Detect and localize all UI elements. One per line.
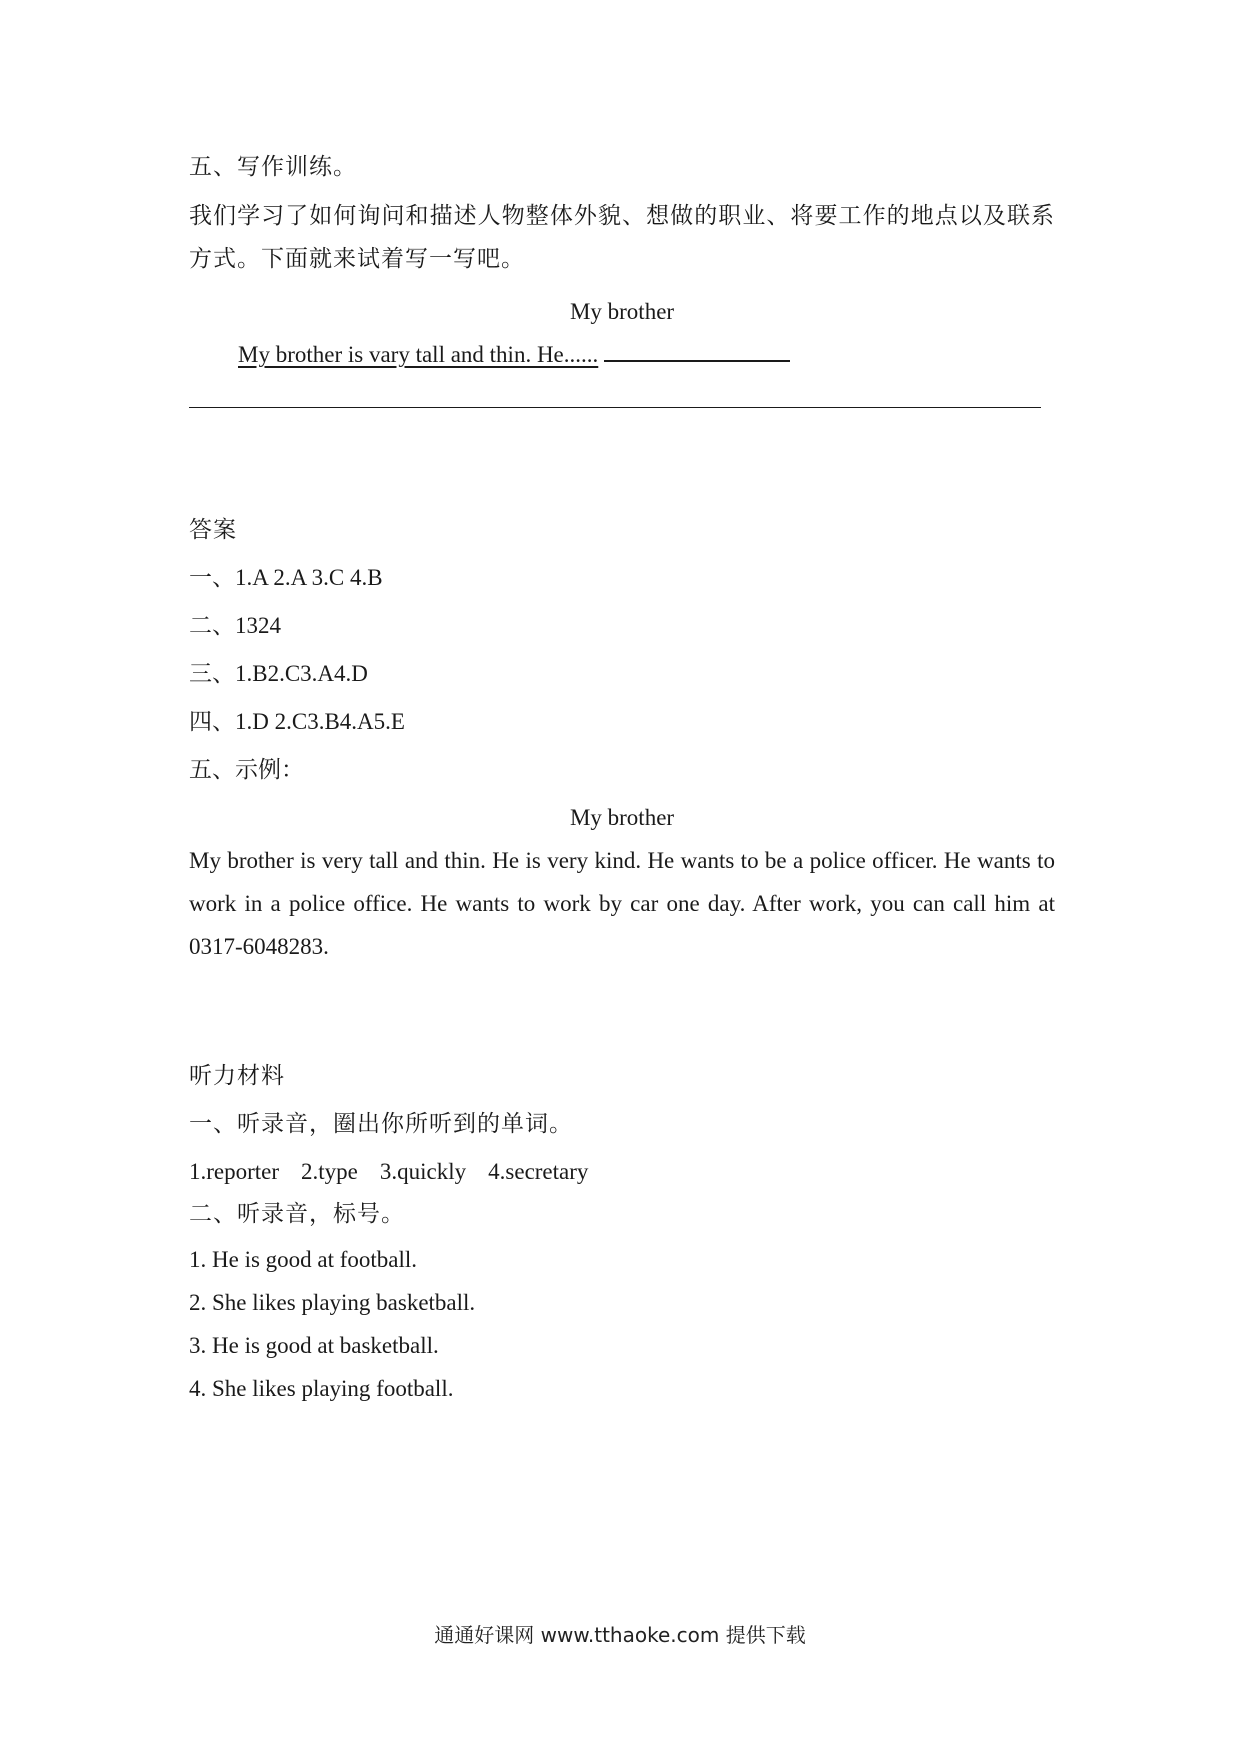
answer-item: 五、示例：	[189, 757, 304, 782]
answer-item: 一、1.A 2.A 3.C 4.B	[189, 565, 383, 590]
answer-item: 二、1324	[189, 613, 281, 638]
listening-sentence: 4. She likes playing football.	[189, 1376, 454, 1401]
answer-item: 四、1.D 2.C3.B4.A5.E	[189, 709, 405, 734]
listening-word: 3.quickly	[379, 1159, 467, 1184]
writing-blank-full	[189, 407, 1041, 408]
listening-word: 1.reporter	[189, 1159, 280, 1184]
writing-instruction: 我们学习了如何询问和描述人物整体外貌、想做的职业、将要工作的地点以及联系方式。下面就来试着写一写吧。	[189, 203, 1055, 271]
answer-essay-title: My brother	[569, 805, 675, 830]
writing-sample-start: My brother is vary tall and thin. He......	[238, 342, 599, 367]
listening-word: 2.type	[301, 1159, 358, 1184]
writing-blank-short	[604, 340, 790, 362]
listening-sentence: 2. She likes playing basketball.	[189, 1290, 476, 1315]
listening-part1-heading: 一、听录音，圈出你所听到的单词。	[189, 1111, 573, 1136]
listening-word-list	[189, 1157, 610, 1187]
page-footer: 通通好课网 www.tthaoke.com 提供下载	[434, 1623, 806, 1647]
answer-essay: My brother is very tall and thin. He is very kind. He wants to be a police officer. He wants to work in a police office. He wants to work by car one day. After work, you can call him at 0317-6048283.	[189, 848, 1055, 959]
writing-sample-line	[238, 340, 790, 370]
listening-heading: 听力材料	[189, 1063, 285, 1088]
writing-title: My brother	[569, 299, 675, 324]
listening-part2-heading: 二、听录音，标号。	[189, 1201, 405, 1226]
listening-word: 4.secretary	[488, 1159, 589, 1184]
answers-heading: 答案	[189, 517, 237, 542]
answer-item: 三、1.B2.C3.A4.D	[189, 661, 368, 686]
listening-sentence: 3. He is good at basketball.	[189, 1333, 439, 1358]
writing-heading: 五、写作训练。	[189, 154, 357, 179]
listening-sentence: 1. He is good at football.	[189, 1247, 418, 1272]
